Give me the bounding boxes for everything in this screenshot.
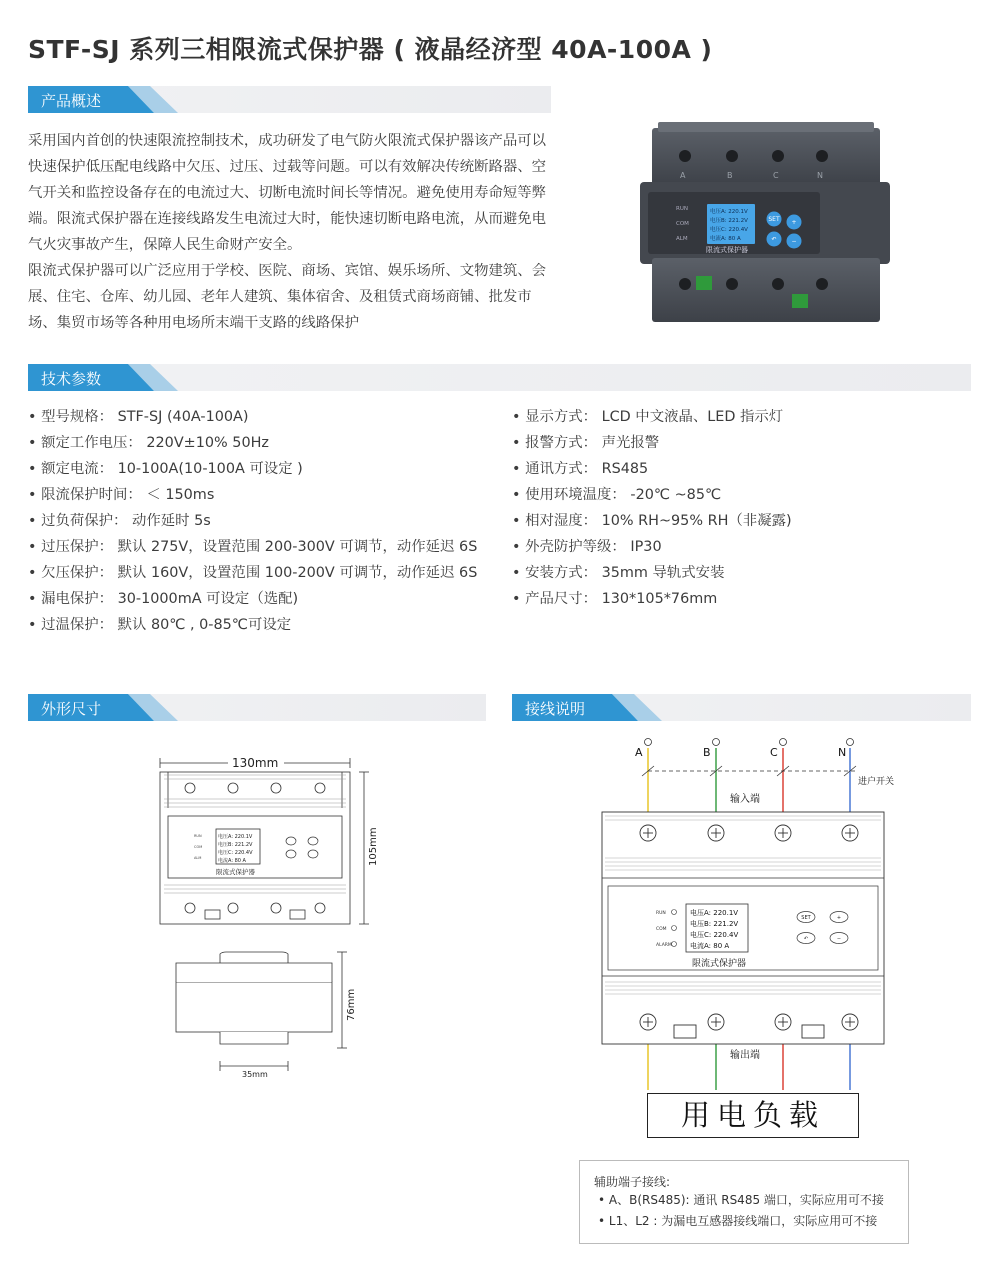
dim-lcd-line: 电压C: 220.4V bbox=[218, 850, 253, 856]
wiring-minus-button: − bbox=[836, 936, 842, 942]
photo-lcd-line: 电压A: 220.1V bbox=[710, 209, 748, 215]
wiring-device-label: 限流式保护器 bbox=[692, 959, 747, 969]
param-item: • 报警方式： 声光报警 bbox=[512, 435, 660, 451]
section-header-overview bbox=[28, 86, 551, 113]
param-item: • 型号规格： STF-SJ (40A-100A) bbox=[28, 409, 249, 425]
wiring-lcd-line: 电压C: 220.4V bbox=[690, 931, 739, 939]
section-title-overview: 产品概述 bbox=[41, 92, 102, 110]
section-header-params bbox=[28, 364, 971, 391]
dimension-drawing bbox=[150, 748, 380, 1088]
wiring-indicator-label: COM bbox=[656, 927, 667, 932]
photo-device-label: 限流式保护器 bbox=[706, 246, 748, 254]
dim-lcd-line: 电流A: 80 A bbox=[218, 858, 246, 864]
param-item: • 过压保护： 默认 275V，设置范围 200-300V 可调节，动作延迟 6S bbox=[28, 539, 478, 555]
photo-indicator-label: ALM bbox=[676, 236, 688, 242]
section-title-wiring: 接线说明 bbox=[525, 700, 586, 718]
param-item: • 安装方式： 35mm 导轨式安装 bbox=[512, 565, 725, 581]
params-list-left bbox=[28, 404, 477, 638]
wiring-indicator-label: ALARM bbox=[656, 943, 672, 948]
input-label: 输入端 bbox=[730, 794, 760, 805]
param-item: • 显示方式： LCD 中文液晶、LED 指示灯 bbox=[512, 409, 784, 425]
wiring-lcd-line: 电压A: 220.1V bbox=[690, 909, 739, 917]
rail-dimension: 35mm bbox=[242, 1070, 268, 1079]
wiring-lcd-line: 电流A: 80 A bbox=[690, 942, 730, 950]
photo-terminal-label: A bbox=[680, 171, 686, 180]
load-box: 用电负载 bbox=[647, 1093, 859, 1138]
page-title: STF-SJ 系列三相限流式保护器 ( 液晶经济型 40A-100A ) bbox=[28, 35, 713, 64]
wiring-back-button: ↶ bbox=[803, 936, 809, 942]
photo-indicator-label: COM bbox=[676, 221, 689, 227]
dim-lcd-line: 电压B: 221.2V bbox=[218, 842, 253, 848]
overview-paragraph: 采用国内首创的快速限流控制技术，成功研发了电气防火限流式保护器该产品可以快速保护低压配电线路中欠压、过压、过载等问题。可以有效解决传统断路器、空气开关和监控设备存在的电流过大、切断电流时间长等情况。避免使用寿命短等弊端。限流式保护器在连接线路发生电流过大时，能快速切断电路电流，从而避免电气火灾事故产生，保障人民生命财产安全。 bbox=[28, 133, 547, 253]
dim-device-label: 限流式保护器 bbox=[216, 868, 255, 876]
param-item: • 额定电流： 10-100A(10-100A 可设定 ) bbox=[28, 461, 303, 477]
photo-minus-button: − bbox=[791, 238, 797, 245]
photo-plus-button: + bbox=[791, 219, 797, 226]
section-header-wiring bbox=[512, 694, 971, 721]
depth-dimension: 76mm bbox=[346, 988, 357, 1021]
photo-set-button: SET bbox=[768, 216, 780, 223]
height-dimension: 105mm bbox=[368, 827, 379, 866]
param-item: • 相对湿度： 10% RH~95% RH（非凝露) bbox=[512, 513, 792, 529]
param-item: • 过负荷保护： 动作延时 5s bbox=[28, 513, 211, 529]
phase-label-n: N bbox=[838, 746, 847, 759]
aux-note-item: • L1、L2 : 为漏电互感器接线端口，实际应用可不接 bbox=[598, 1214, 878, 1228]
param-item: • 欠压保护： 默认 160V，设置范围 100-200V 可调节，动作延迟 6S bbox=[28, 565, 478, 581]
dim-indicator-label: ALM bbox=[194, 856, 202, 860]
photo-lcd-line: 电压C: 220.4V bbox=[710, 227, 748, 233]
switch-label: 进户开关 bbox=[858, 777, 895, 787]
param-item: • 额定工作电压： 220V±10% 50Hz bbox=[28, 435, 269, 451]
output-label: 输出端 bbox=[730, 1050, 760, 1061]
param-item: • 产品尺寸： 130*105*76mm bbox=[512, 591, 718, 607]
photo-back-button: ↶ bbox=[771, 236, 777, 243]
wiring-diagram bbox=[590, 730, 900, 1100]
dim-indicator-label: RUN bbox=[194, 834, 202, 838]
phase-label-b: B bbox=[703, 746, 711, 759]
photo-lcd-line: 电压B: 221.2V bbox=[710, 218, 748, 224]
param-item: • 使用环境温度： -20℃ ~85℃ bbox=[512, 487, 722, 503]
wiring-lcd-line: 电压B: 221.2V bbox=[690, 920, 739, 928]
overview-text bbox=[28, 128, 558, 336]
param-item: • 过温保护： 默认 80℃ , 0-85℃可设定 bbox=[28, 617, 292, 633]
params-list-right bbox=[512, 404, 792, 612]
section-header-dimensions bbox=[28, 694, 486, 721]
phase-label-a: A bbox=[635, 746, 643, 759]
photo-terminal-label: N bbox=[817, 171, 823, 180]
wiring-indicator-label: RUN bbox=[656, 911, 666, 916]
photo-lcd-line: 电流A: 80 A bbox=[710, 236, 741, 242]
aux-note-item: • A、B(RS485): 通讯 RS485 端口，实际应用可不接 bbox=[598, 1193, 884, 1207]
photo-terminal-label: C bbox=[773, 171, 779, 180]
param-item: • 外壳防护等级： IP30 bbox=[512, 539, 662, 555]
product-photo bbox=[640, 118, 890, 330]
photo-terminal-label: B bbox=[727, 171, 733, 180]
param-item: • 漏电保护： 30-1000mA 可设定（选配) bbox=[28, 591, 299, 607]
dim-lcd-line: 电压A: 220.1V bbox=[218, 834, 253, 840]
wiring-set-button: SET bbox=[801, 915, 811, 921]
section-title-params: 技术参数 bbox=[41, 370, 102, 388]
width-dimension: 130mm bbox=[232, 756, 279, 770]
aux-note-title: 辅助端子接线: bbox=[594, 1175, 671, 1189]
section-title-dimensions: 外形尺寸 bbox=[41, 700, 102, 718]
param-item: • 通讯方式： RS485 bbox=[512, 461, 649, 477]
dim-indicator-label: COM bbox=[194, 845, 203, 849]
wiring-plus-button: + bbox=[836, 915, 842, 921]
phase-label-c: C bbox=[770, 746, 778, 759]
aux-terminal-note bbox=[579, 1160, 909, 1244]
photo-indicator-label: RUN bbox=[676, 206, 688, 212]
param-item: • 限流保护时间： ＜ 150ms bbox=[28, 487, 215, 503]
overview-paragraph: 限流式保护器可以广泛应用于学校、医院、商场、宾馆、娱乐场所、文物建筑、会展、住宅、仓库、幼儿园、老年人建筑、集体宿舍、及租赁式商场商铺、批发市场、集贸市场等各种用电场所末端干支路的线路保护 bbox=[28, 263, 547, 331]
